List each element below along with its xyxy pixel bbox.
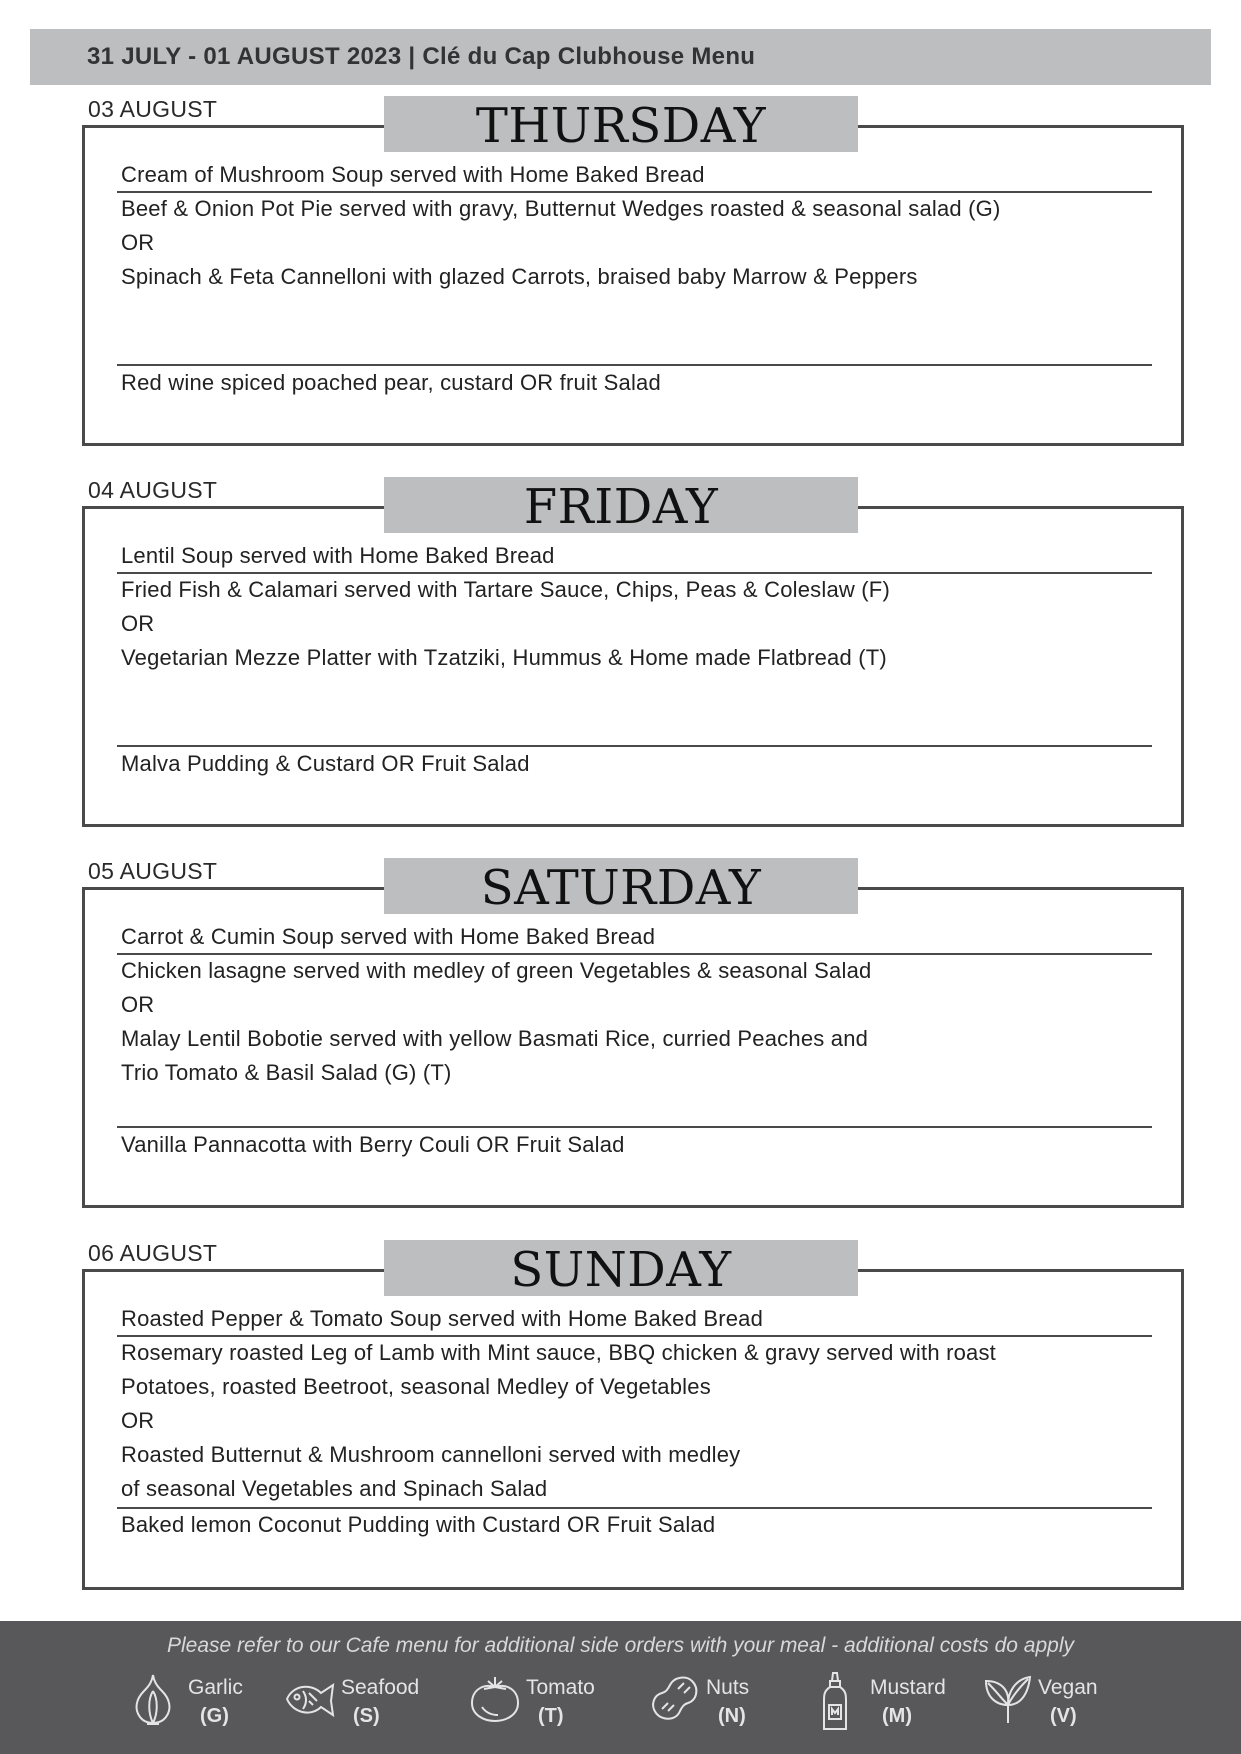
allergen-name: Tomato (526, 1676, 595, 1699)
main-item-continued: of seasonal Vegetables and Spinach Salad (121, 1476, 548, 1501)
day-box (82, 887, 1184, 1208)
main-item-continued: Trio Tomato & Basil Salad (G) (T) (121, 1060, 452, 1085)
soup-item: Lentil Soup served with Home Baked Bread (121, 543, 555, 568)
allergen-code: (G) (200, 1705, 229, 1727)
day-section-saturday (82, 858, 1182, 1238)
allergen-name: Mustard (870, 1676, 946, 1699)
allergen-name: Garlic (188, 1676, 243, 1699)
divider (117, 191, 1152, 193)
day-date: 03 AUGUST (88, 96, 218, 122)
dessert-item: Malva Pudding & Custard OR Fruit Salad (121, 751, 530, 776)
menu-title: 31 JULY - 01 AUGUST 2023 | Clé du Cap Clubhouse Menu (87, 43, 756, 70)
mustard-bottle-icon (812, 1671, 858, 1733)
divider (117, 1335, 1152, 1337)
or-label: OR (121, 992, 155, 1017)
soup-item: Roasted Pepper & Tomato Soup served with Home Baked Bread (121, 1306, 764, 1331)
or-label: OR (121, 1408, 155, 1433)
day-box (82, 506, 1184, 827)
footer-note: Please refer to our Cafe menu for additional side orders with your meal - additional costs do apply (167, 1634, 1074, 1657)
allergen-code: (N) (718, 1705, 746, 1727)
leaf-icon (980, 1671, 1034, 1729)
day-section-thursday (82, 96, 1182, 476)
allergen-name: Seafood (341, 1676, 420, 1699)
tomato-icon (468, 1671, 522, 1729)
allergen-nuts (648, 1671, 838, 1741)
allergen-tomato (468, 1671, 658, 1741)
day-title: SUNDAY (384, 1240, 858, 1296)
header-bar (30, 29, 1211, 85)
main-item: Beef & Onion Pot Pie served with gravy, Butternut Wedges roasted & seasonal salad (G) (121, 196, 1001, 221)
allergen-name: Nuts (706, 1676, 750, 1699)
main-item: Chicken lasagne served with medley of green Vegetables & seasonal Salad (121, 958, 872, 983)
divider (117, 572, 1152, 574)
main-item: Spinach & Feta Cannelloni with glazed Carrots, braised baby Marrow & Peppers (121, 264, 918, 289)
day-date: 06 AUGUST (88, 1240, 218, 1266)
day-date: 04 AUGUST (88, 477, 218, 503)
main-item: Malay Lentil Bobotie served with yellow Basmati Rice, curried Peaches and (121, 1026, 869, 1051)
soup-item: Cream of Mushroom Soup served with Home Baked Bread (121, 162, 705, 187)
allergen-code: (V) (1050, 1705, 1077, 1727)
main-item: Fried Fish & Calamari served with Tartare Sauce, Chips, Peas & Coleslaw (F) (121, 577, 890, 602)
day-box (82, 1269, 1184, 1590)
garlic-icon (130, 1671, 176, 1729)
allergen-seafood (283, 1671, 473, 1741)
divider (117, 745, 1152, 747)
allergen-name: Vegan (1038, 1676, 1098, 1699)
main-item: Rosemary roasted Leg of Lamb with Mint sauce, BBQ chicken & gravy served with roast (121, 1340, 996, 1365)
allergen-code: (T) (538, 1705, 564, 1727)
day-title: SATURDAY (384, 858, 858, 914)
or-label: OR (121, 230, 155, 255)
main-item: Vegetarian Mezze Platter with Tzatziki, Hummus & Home made Flatbread (T) (121, 645, 887, 670)
main-item-continued: Potatoes, roasted Beetroot, seasonal Medley of Vegetables (121, 1374, 711, 1399)
dessert-item: Baked lemon Coconut Pudding with Custard OR Fruit Salad (121, 1512, 716, 1537)
allergen-vegan (980, 1671, 1170, 1741)
or-label: OR (121, 611, 155, 636)
fish-icon (283, 1671, 337, 1729)
dessert-item: Red wine spiced poached pear, custard OR fruit Salad (121, 370, 661, 395)
main-item: Roasted Butternut & Mushroom cannelloni served with medley (121, 1442, 741, 1467)
day-date: 05 AUGUST (88, 858, 218, 884)
divider (117, 1507, 1152, 1509)
day-box (82, 125, 1184, 446)
soup-item: Carrot & Cumin Soup served with Home Baked Bread (121, 924, 656, 949)
day-section-sunday (82, 1240, 1182, 1620)
dessert-item: Vanilla Pannacotta with Berry Couli OR Fruit Salad (121, 1132, 625, 1157)
day-title: THURSDAY (384, 96, 858, 152)
allergen-code: (M) (882, 1705, 912, 1727)
divider (117, 364, 1152, 366)
divider (117, 953, 1152, 955)
allergen-code: (S) (353, 1705, 380, 1727)
day-section-friday (82, 477, 1182, 857)
allergen-mustard (812, 1671, 1002, 1741)
day-title: FRIDAY (384, 477, 858, 533)
peanut-icon (648, 1671, 702, 1729)
footer (0, 1621, 1241, 1754)
divider (117, 1126, 1152, 1128)
